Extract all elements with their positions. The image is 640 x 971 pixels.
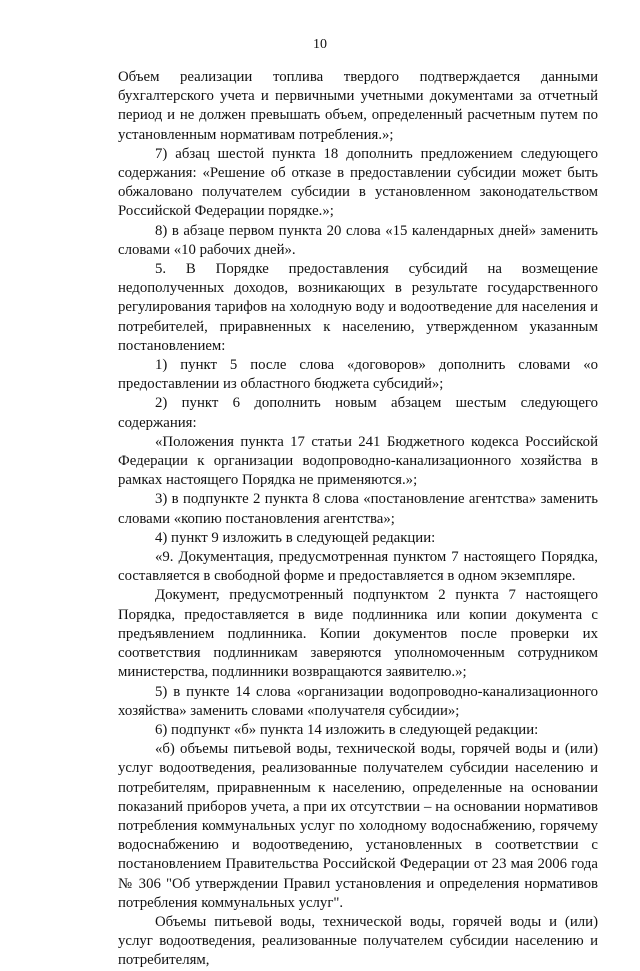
paragraph-document-copy: Документ, предусмотренный подпунктом 2 пункта 7 настоящего Порядка, предоставляется в виде подлинника или копии документа с предъявлением подлинника. Копии документов после проверки их соответствия подлинникам заверяются уполномоченным сотрудником министерства, подлинники возвращаются заявителю.»; — [118, 587, 598, 681]
paragraph-sub-2: 2) пункт 6 дополнить новым абзацем шестым следующего содержания: — [118, 395, 598, 431]
page-number: 10 — [313, 37, 327, 52]
paragraph-sub-4: 4) пункт 9 изложить в следующей редакции: — [155, 529, 436, 546]
paragraph-sub-5: 5) в пункте 14 слова «организации водопроводно-канализационного хозяйства» заменить словами «получателя субсидии»; — [118, 683, 598, 719]
paragraph-item-8: 8) в абзаце первом пункта 20 слова «15 календарных дней» заменить словами «10 рабочих дней». — [118, 222, 598, 258]
paragraph-budget-code-quote: «Положения пункта 17 статьи 241 Бюджетного кодекса Российской Федерации к организации водопроводно-канализационного хозяйства в рамках настоящего Порядка не применяются.»; — [118, 433, 598, 489]
paragraph-volumes: Объемы питьевой воды, технической воды, горячей воды и (или) услуг водоотведения, реализованные получателем субсидии населению и потребителям, — [118, 913, 598, 969]
paragraph-sub-1: 1) пункт 5 после слова «договоров» дополнить словами «о предоставлении из областного бюджета субсидий»; — [118, 357, 598, 393]
paragraph-sub-b-quote: «б) объемы питьевой воды, технической воды, горячей воды и (или) услуг водоотведения, реализованные получателем субсидии населению и потребителям, приравненным к населению, определенные на основании показаний приборов учета, а при их отсутствии – на основании нормативов потребления коммунальных услуг по холодному водоснабжению, горячему водоснабжению и водоотведению, установленных в соответствии с постановлением Правительства Российской Федерации от 23 мая 2006 года № 306 "Об утверждении Правил установления и определения нормативов потребления коммунальных услуг". — [118, 741, 598, 911]
paragraph-sub-6: 6) подпункт «б» пункта 14 изложить в следующей редакции: — [155, 721, 539, 738]
document-body — [118, 68, 598, 971]
paragraph-item-9-quote: «9. Документация, предусмотренная пунктом 7 настоящего Порядка, составляется в свободной форме и предоставляется в одном экземпляре. — [118, 549, 598, 585]
paragraph-item-7: 7) абзац шестой пункта 18 дополнить предложением следующего содержания: «Решение об отказе в предоставлении субсидии может быть обжаловано получателем субсидии в установленном законодательством Российской Федерации порядке.»; — [118, 145, 598, 220]
paragraph-fuel-volume: Объем реализации топлива твердого подтверждается данными бухгалтерского учета и первичными учетными документами за отчетный период и не должен превышать объем, определенный расчетным путем по установленным нормативам потребления.»; — [118, 69, 598, 143]
paragraph-section-5: 5. В Порядке предоставления субсидий на возмещение недополученных доходов, возникающих в результате государственного регулирования тарифов на холодную воду и водоотведение для населения и потребителей, приравненных к населению, утвержденном указанным постановлением: — [118, 261, 598, 354]
paragraph-sub-3: 3) в подпункте 2 пункта 8 слова «постановление агентства» заменить словами «копию постановления агентства»; — [118, 491, 598, 527]
